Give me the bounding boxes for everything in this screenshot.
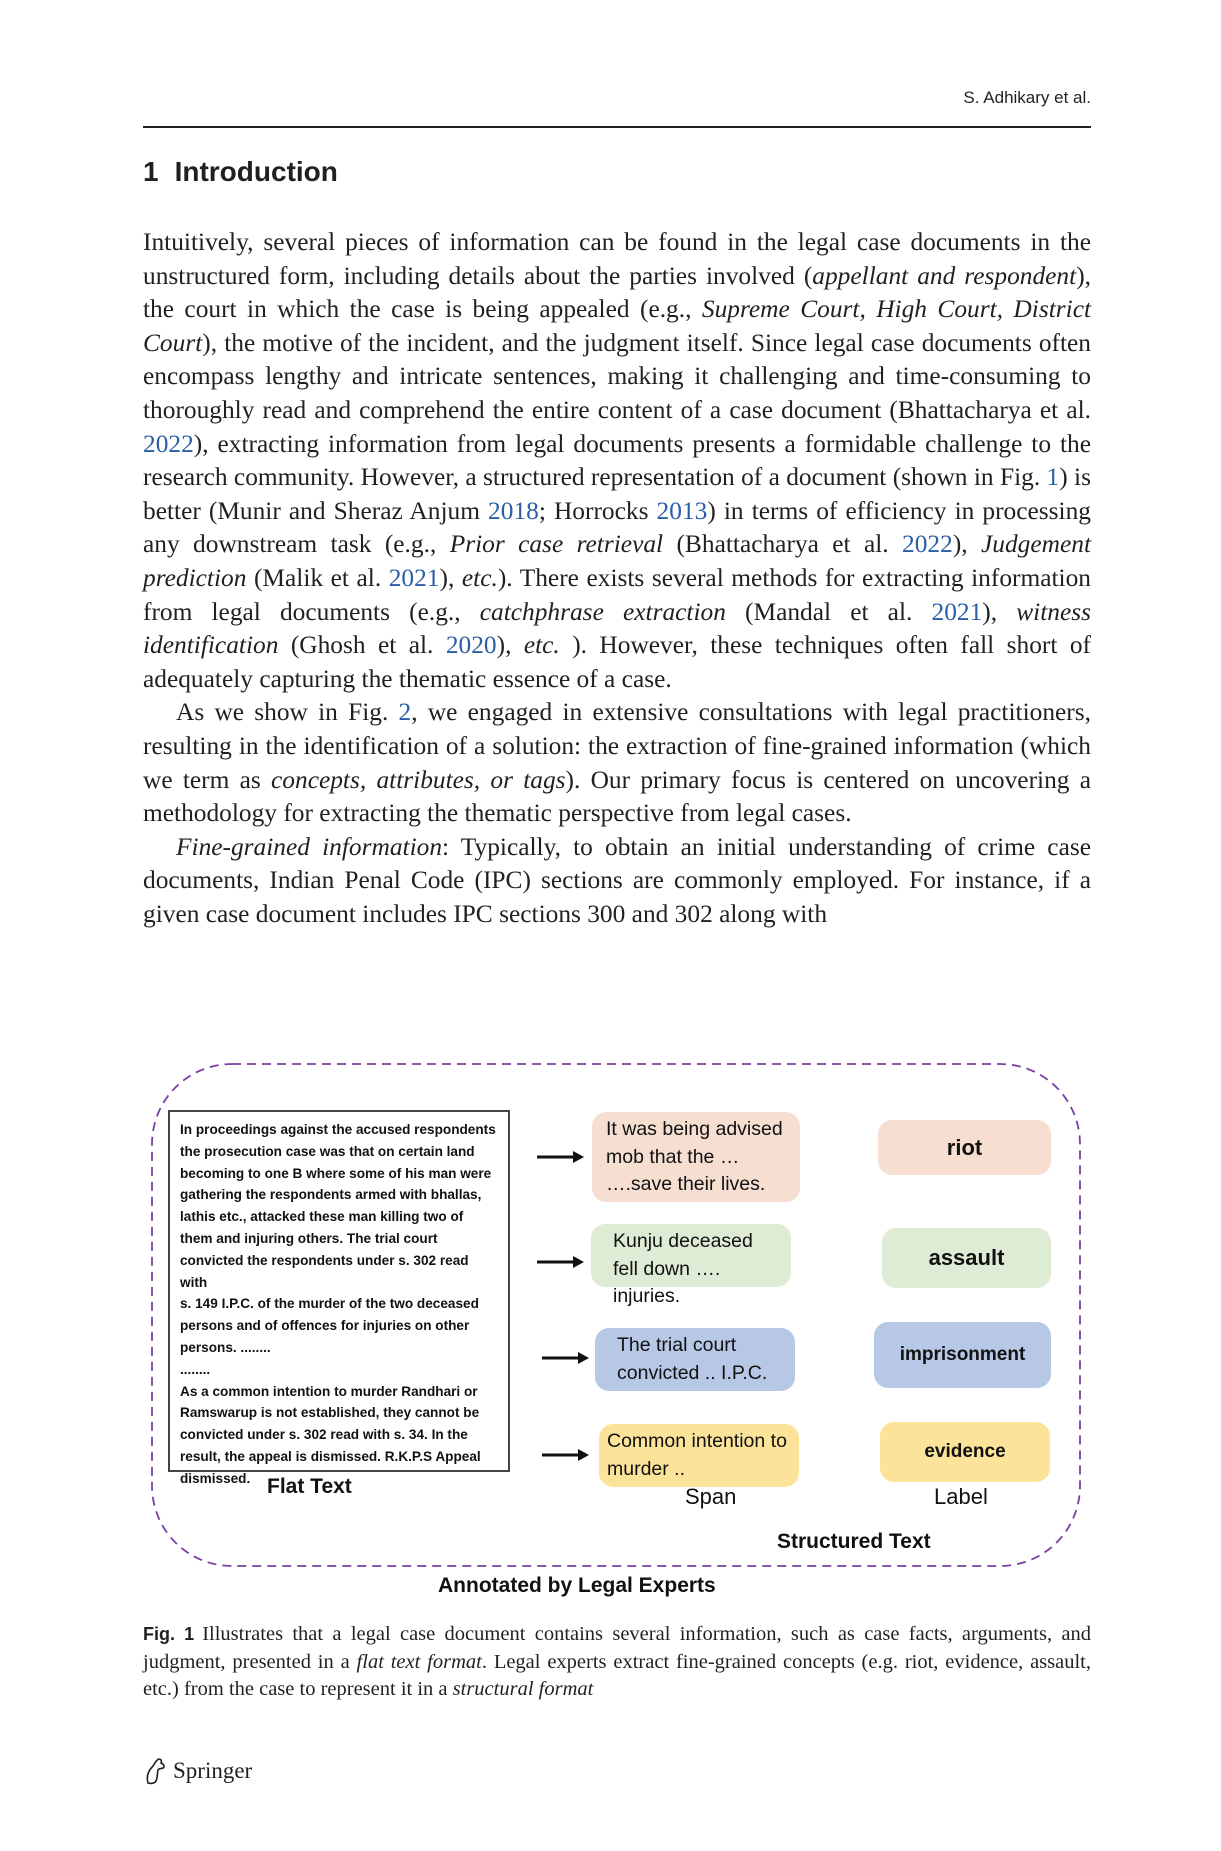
- text-run: : Typically, to obtain an initial understanding of crime case documents, Indian Penal Code (IPC) sections are commonly employed. For instance, if a given case document includes IPC sections 300 and 302 along with: [143, 832, 1091, 928]
- label-text: evidence: [924, 1441, 1006, 1462]
- arrow-right-icon: [537, 1254, 585, 1270]
- label-box-imprisonment: [874, 1322, 1051, 1388]
- structured-text-label: Structured Text: [777, 1530, 931, 1553]
- flat-text-line: ........: [180, 1361, 211, 1377]
- label-text: assault: [928, 1245, 1005, 1270]
- text-run: ), extracting information from legal documents presents a formidable challenge to the research community. However, a structured representation of a document (shown in Fig.: [143, 429, 1091, 492]
- italic-run: Supreme Court, High Court, District Court: [143, 295, 1092, 357]
- publisher-name: Springer: [173, 1758, 253, 1783]
- italic-run: catchphrase extraction: [479, 597, 726, 626]
- citation-link[interactable]: 2020: [445, 631, 497, 660]
- text-run: ),: [496, 631, 524, 660]
- figure-1: [150, 1060, 1085, 1600]
- body-text: [143, 226, 1091, 931]
- span-box-assault: [591, 1224, 791, 1307]
- paragraph-2: [143, 696, 1091, 830]
- paragraph-3: [143, 831, 1091, 932]
- springer-horse-icon: [143, 1756, 167, 1786]
- flat-text-line: lathis etc., attacked these man killing two of: [180, 1209, 464, 1225]
- caption-label: Fig. 1: [143, 1624, 195, 1644]
- section-number: 1: [143, 156, 159, 187]
- text-run: ) is better (Munir and Sheraz Anjum: [143, 463, 1091, 525]
- label-box-evidence: [880, 1422, 1050, 1482]
- text-run: ) in terms of efficiency in processing any downstream task (e.g.,: [143, 496, 1091, 559]
- text-run: ),: [982, 597, 1017, 626]
- text-run: ). There exists several methods for extracting information from legal documents (e.g.,: [143, 563, 1091, 626]
- label-box-assault: [882, 1228, 1051, 1288]
- text-run: As we show in Fig.: [176, 698, 399, 727]
- flat-text-line: persons and of offences for injuries on other: [180, 1318, 470, 1334]
- text-run: (Malik et al.: [246, 563, 389, 592]
- italic-run: Fine-grained information: [176, 832, 443, 861]
- text-run: , we engaged in extensive consultations with legal practitioners, resulting in the identification of a solution: the extraction of fine-grained information (which we term as: [143, 698, 1091, 794]
- text-run: ). However, these techniques often fall short of adequately capturing the thematic essence of a case.: [143, 631, 1091, 693]
- span-text: It was being advised mob that the … ….save their lives.: [606, 1118, 783, 1195]
- caption-italic: structural format: [452, 1678, 594, 1700]
- figure-link[interactable]: 1: [1046, 463, 1060, 492]
- label-box-riot: [878, 1120, 1051, 1175]
- text-run: ). Our primary focus is centered on uncovering a methodology for extracting the thematic perspective from legal cases.: [143, 765, 1091, 828]
- flat-text-line: result, the appeal is dismissed. R.K.P.S Appeal: [180, 1448, 481, 1464]
- flat-text-line: As a common intention to murder Randhari or: [180, 1383, 478, 1399]
- span-text: Kunju deceased fell down …. injuries.: [613, 1230, 753, 1307]
- italic-run: etc.: [461, 563, 498, 592]
- italic-run: etc.: [523, 631, 560, 660]
- span-box-imprisonment: [595, 1328, 795, 1391]
- flat-text-line: dismissed.: [180, 1470, 251, 1486]
- flat-text-line: gathering the respondents armed with bhallas,: [180, 1187, 482, 1203]
- italic-run: Judgement prediction: [143, 530, 1091, 592]
- flat-text-line: convicted under s. 302 read with s. 34. In the: [180, 1427, 468, 1443]
- figure-caption: [143, 1621, 1091, 1704]
- label-text: riot: [946, 1134, 983, 1160]
- text-run: (Mandal et al.: [725, 597, 932, 626]
- flat-text-line: Ramswarup is not established, they cannot be: [180, 1405, 480, 1421]
- text-run: (Bhattacharya et al.: [663, 530, 903, 559]
- header-rule: [143, 126, 1091, 128]
- annotated-label: Annotated by Legal Experts: [438, 1574, 716, 1597]
- running-head: S. Adhikary et al.: [963, 88, 1091, 107]
- section-title-text: Introduction: [174, 156, 338, 187]
- flat-text-box: [168, 1110, 510, 1486]
- footer: [143, 1756, 252, 1786]
- flat-text-line: s. 149 I.P.C. of the murder of the two deceased: [180, 1296, 479, 1312]
- flat-text-line: In proceedings against the accused respondents: [180, 1122, 496, 1137]
- citation-link[interactable]: 2022: [902, 530, 953, 559]
- caption-text: Illustrates that a legal case document contains several information, such as case facts, arguments, and judgment, presented in a: [143, 1623, 1091, 1673]
- italic-run: witness identification: [143, 597, 1092, 660]
- text-run: ),: [952, 530, 982, 559]
- arrow-right-icon: [537, 1149, 585, 1165]
- span-box-evidence: [599, 1424, 799, 1487]
- flat-text-line: persons. ........: [180, 1339, 271, 1355]
- italic-run: Prior case retrieval: [449, 530, 664, 559]
- text-run: ; Horrocks: [538, 496, 657, 525]
- text-run: ),: [439, 563, 462, 592]
- text-run: Intuitively, several pieces of information can be found in the legal case documents in the unstructured form, including details about the parties involved (: [143, 228, 1091, 290]
- italic-run: appellant and respondent: [812, 261, 1077, 290]
- caption-italic: flat text format: [356, 1650, 482, 1673]
- label-column-label: Label: [934, 1484, 988, 1509]
- label-text: imprisonment: [899, 1344, 1026, 1365]
- span-column-label: Span: [685, 1484, 737, 1509]
- figure-link[interactable]: 2: [398, 698, 412, 727]
- flat-text-line: the prosecution case was that on certain land: [180, 1143, 475, 1159]
- citation-link[interactable]: 2021: [931, 597, 983, 626]
- arrow-right-icon: [542, 1350, 590, 1366]
- span-text: The trial court convicted .. I.P.C.: [617, 1334, 768, 1384]
- flat-text-line: becoming to one B where some of his man were: [180, 1165, 492, 1181]
- span-text: Common intention to murder ..: [607, 1430, 787, 1480]
- citation-link[interactable]: 2013: [656, 496, 708, 525]
- flat-text-line: them and injuring others. The trial court: [180, 1230, 438, 1246]
- citation-link[interactable]: 2022: [143, 429, 194, 458]
- paragraph-1: [143, 226, 1091, 696]
- citation-link[interactable]: 2018: [488, 496, 539, 525]
- text-run: (Ghosh et al.: [278, 631, 446, 660]
- caption-text: . Legal experts extract fine-grained concepts (e.g. riot, evidence, assault, etc.) from the case to represent it in a: [143, 1650, 1092, 1700]
- section-title: [143, 156, 338, 188]
- span-box-riot: [592, 1112, 800, 1202]
- text-run: ), the court in which the case is being appealed (e.g.,: [143, 261, 1091, 324]
- italic-run: concepts, attributes, or tags: [271, 765, 566, 794]
- flat-text-line: convicted the respondents under s. 302 read with: [180, 1252, 469, 1290]
- arrow-right-icon: [542, 1447, 590, 1463]
- citation-link[interactable]: 2021: [388, 563, 440, 592]
- text-run: ), the motive of the incident, and the judgment itself. Since legal case documents often encompass lengthy and intricate sentences, making it challenging and time-consuming to thoroughly read and comprehend the entire content of a case document (Bhattacharya et al.: [143, 328, 1091, 424]
- flat-text-label: Flat Text: [267, 1475, 352, 1498]
